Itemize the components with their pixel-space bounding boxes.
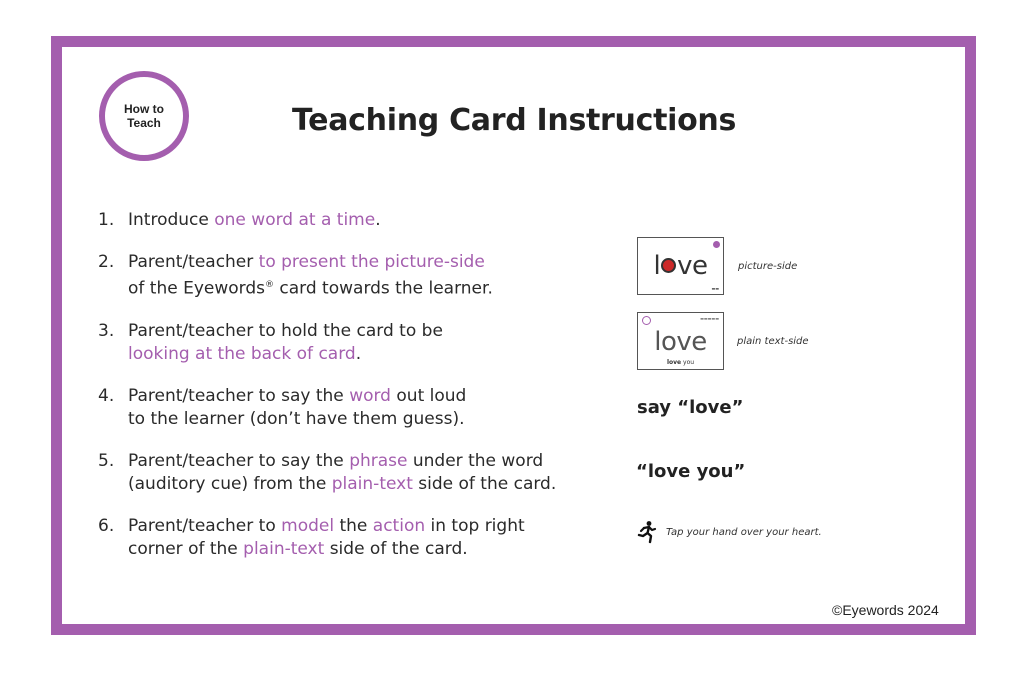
step-text-part: side of the card. [324, 538, 468, 559]
how-to-teach-badge [99, 71, 189, 161]
instruction-list [98, 209, 618, 580]
picture-side-card [637, 237, 724, 295]
step-text-part: Parent/teacher to [128, 515, 282, 536]
instruction-step [98, 251, 618, 301]
step-text [128, 320, 618, 366]
step-text-part: card towards the learner. [274, 278, 493, 299]
step-text-part: in top right [425, 515, 525, 536]
highlight-text: one word at a time [214, 210, 376, 230]
step-number: 5. [98, 450, 115, 471]
say-word-line: say “love” [637, 397, 744, 418]
instruction-step [98, 450, 618, 496]
step-text-part: Introduce [128, 210, 215, 230]
card-action-mark: ▬▬▬▬▬ [700, 316, 719, 321]
step-text-part: . [355, 343, 362, 364]
word-end: ve [677, 251, 708, 281]
plain-text-side-card [637, 312, 724, 370]
step-text-part: the [334, 515, 373, 536]
highlight-text: to present the picture-side [258, 252, 485, 272]
highlight-text: word [349, 385, 391, 406]
step-text [128, 385, 618, 431]
phrase-rest: you [681, 359, 695, 366]
word-start: l [653, 251, 661, 281]
step-text-part: Parent/teacher to say the [128, 450, 350, 471]
corner-circle [642, 316, 651, 325]
step-text-part: Parent/teacher to say the [128, 385, 350, 406]
instruction-step [98, 320, 618, 366]
step-text-part: Parent/teacher [128, 252, 259, 272]
card-word-picture [638, 251, 723, 281]
eye-icon [661, 258, 676, 273]
plain-text-side-label: plain text-side [737, 336, 809, 347]
step-number: 4. [98, 385, 115, 406]
step-number: 1. [98, 210, 115, 230]
step-text [128, 209, 618, 232]
instruction-step [98, 385, 618, 431]
step-text-part: to the learner (don’t have them guess). [128, 408, 465, 429]
highlight-text: phrase [349, 450, 408, 471]
step-text [128, 251, 618, 301]
step-number: 6. [98, 515, 115, 536]
step-text-part: corner of the [128, 538, 244, 559]
action-row [634, 520, 822, 544]
highlight-text: action [372, 515, 426, 536]
step-text-part: Parent/teacher to hold the card to be [128, 320, 443, 341]
badge-line2: Teach [127, 116, 161, 130]
phrase-bold: love [666, 359, 682, 366]
step-text-part: . [375, 210, 381, 230]
step-text-part: ® [265, 280, 274, 290]
step-text-part: under the word [407, 450, 544, 471]
step-text-part: (auditory cue) from the [128, 473, 332, 494]
highlight-text: plain-text [331, 473, 413, 494]
card-phrase [638, 359, 723, 366]
highlight-text: looking at the back of card [128, 343, 356, 364]
step-text-part: of the Eyewords [128, 278, 265, 299]
step-text [128, 450, 618, 496]
corner-dot [713, 241, 720, 248]
picture-side-label: picture-side [738, 261, 798, 272]
card-word-text: love [654, 327, 707, 357]
page-title: Teaching Card Instructions [292, 103, 737, 138]
card-footer-mark: ▬▬ [711, 286, 719, 291]
step-text-part: out loud [390, 385, 467, 406]
phrase-line: “love you” [636, 461, 746, 482]
instruction-step [98, 515, 618, 561]
step-text-part: side of the card. [412, 473, 557, 494]
highlight-text: plain-text [243, 538, 325, 559]
running-person-icon [634, 520, 658, 544]
step-number: 3. [98, 320, 115, 341]
copyright: ©Eyewords 2024 [832, 602, 939, 618]
highlight-text: model [281, 515, 335, 536]
step-number: 2. [98, 252, 115, 272]
instruction-step [98, 209, 618, 232]
badge-line1: How to [124, 102, 164, 116]
action-text: Tap your hand over your heart. [666, 526, 822, 538]
step-text [128, 515, 618, 561]
